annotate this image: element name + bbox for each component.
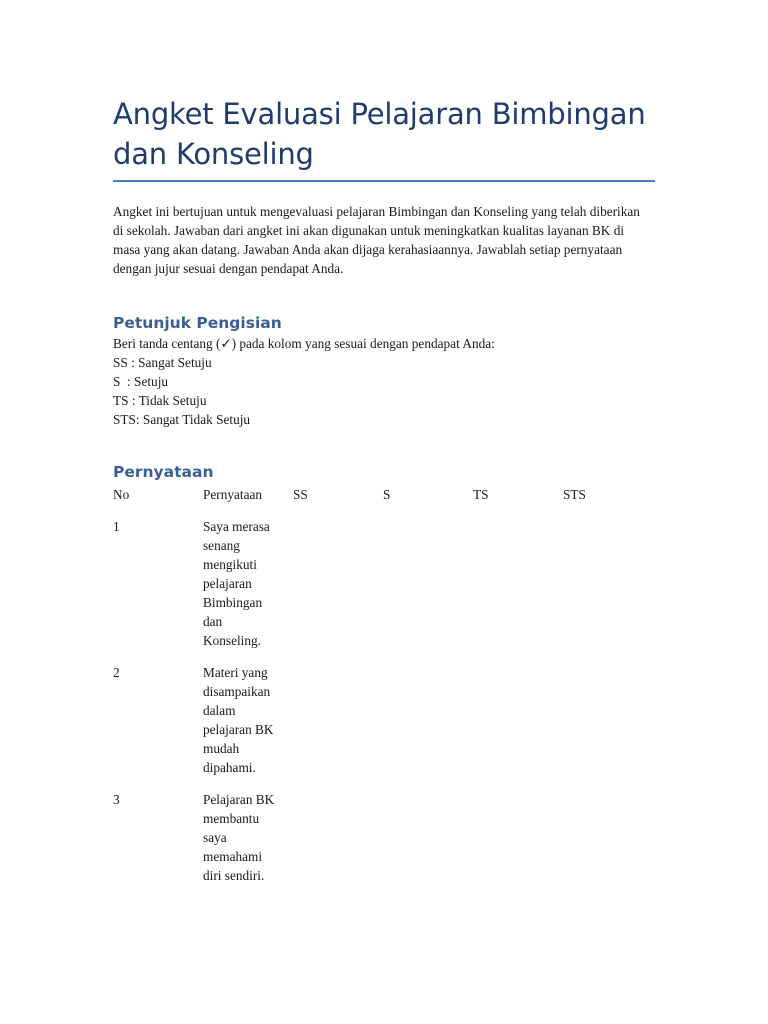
column-header-sts: STS	[563, 487, 586, 502]
answer-cell-ts[interactable]	[473, 790, 563, 898]
statements-heading: Pernyataan	[113, 463, 214, 481]
answer-cell-s[interactable]	[383, 663, 473, 790]
instruction-line-sts: STS: Sangat Tidak Setuju	[113, 412, 251, 427]
row-number: 3	[113, 792, 120, 807]
document-title: Angket Evaluasi Pelajaran Bimbingan dan Konseling	[113, 97, 646, 171]
statements-table	[113, 485, 653, 898]
column-header-s: S	[383, 487, 391, 502]
instruction-line-ts: TS : Tidak Setuju	[113, 393, 207, 408]
intro-paragraph: Angket ini bertujuan untuk mengevaluasi pelajaran Bimbingan dan Konseling yang telah diberikan di sekolah. Jawaban dari angket ini akan digunakan untuk meningkatkan kualitas layanan BK di masa yang akan datang. Jawaban Anda akan dijaga kerahasiaannya. Jawablah setiap pernyataan dengan jujur sesuai dengan pendapat Anda.	[113, 204, 640, 276]
answer-cell-s[interactable]	[383, 517, 473, 663]
statement-text: Saya merasa senang mengikuti pelajaran Bimbingan dan Konseling.	[203, 519, 270, 648]
column-header-no: No	[113, 487, 130, 502]
answer-cell-ss[interactable]	[293, 790, 383, 898]
table-row	[113, 517, 653, 663]
row-number: 2	[113, 665, 120, 680]
answer-cell-ts[interactable]	[473, 517, 563, 663]
instructions-heading: Petunjuk Pengisian	[113, 314, 282, 332]
column-header-ts: TS	[473, 487, 489, 502]
answer-cell-s[interactable]	[383, 790, 473, 898]
table-row	[113, 790, 653, 898]
table-row	[113, 663, 653, 790]
column-header-statement: Pernyataan	[203, 487, 263, 502]
answer-cell-sts[interactable]	[563, 517, 653, 663]
answer-cell-sts[interactable]	[563, 790, 653, 898]
table-header-row	[113, 485, 653, 517]
statement-text: Pelajaran BK membantu saya memahami diri sendiri.	[203, 792, 275, 883]
answer-cell-ts[interactable]	[473, 663, 563, 790]
instruction-line: Beri tanda centang (✓) pada kolom yang sesuai dengan pendapat Anda:	[113, 336, 495, 351]
row-number: 1	[113, 519, 120, 534]
instruction-line-ss: SS : Sangat Setuju	[113, 355, 212, 370]
answer-cell-ss[interactable]	[293, 517, 383, 663]
answer-cell-sts[interactable]	[563, 663, 653, 790]
answer-cell-ss[interactable]	[293, 663, 383, 790]
statement-text: Materi yang disampaikan dalam pelajaran BK mudah dipahami.	[203, 665, 274, 775]
column-header-ss: SS	[293, 487, 308, 502]
document-page	[113, 94, 655, 898]
title-divider	[113, 180, 655, 182]
instructions-block	[113, 334, 655, 429]
instruction-line-s: S : Setuju	[113, 374, 169, 389]
